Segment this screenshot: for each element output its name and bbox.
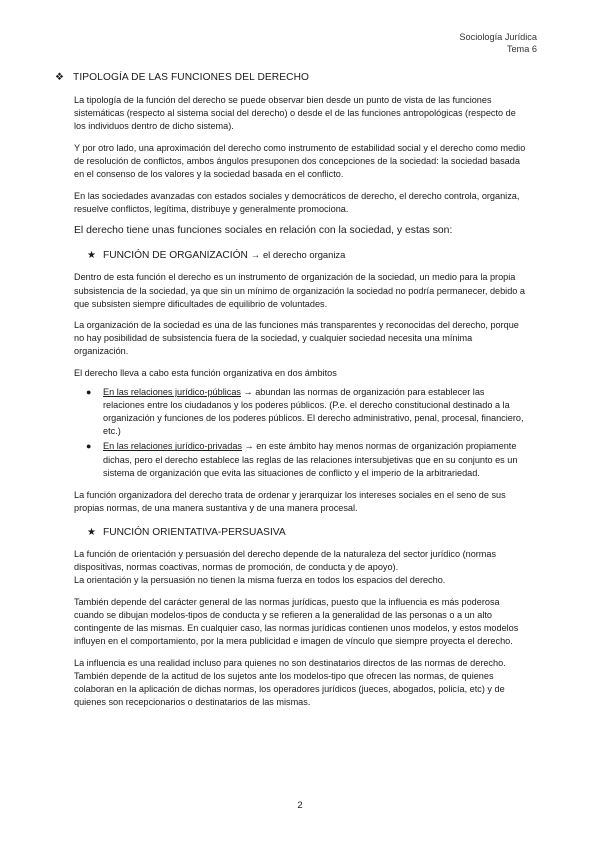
organizacion-paragraph-2: La organización de la sociedad es una de las funciones más transparentes y reconocidas del derecho, porque no hay posibilidad de subsistencia fuera de la sociedad, y cualquier sociedad necesita una mínima organización.: [74, 320, 519, 357]
page-title-text: TIPOLOGÍA DE LAS FUNCIONES DEL DERECHO: [73, 72, 310, 83]
section-heading-orientativa: [87, 526, 526, 539]
orientativa-paragraph-1b: La orientación y la persuasión no tienen la misma fuerza en todos los espacios del derecho.: [74, 575, 446, 586]
organizacion-paragraph-1: Dentro de esta función el derecho es un instrumento de organización de la sociedad, un medio para la propia subsistencia de la sociedad, ya que sin un mínimo de organización la sociedad no podría permanecer, debido a que subsisten siempre dificultades de equilibrio de voluntades.: [74, 272, 525, 309]
orientativa-paragraph-2: También depende del carácter general de las normas jurídicas, puesto que la influencia es más poderosa cuando se dibujan modelos-tipos de conducta y se refieren a la generalidad de las personas o a un alto contingente de las mismas. En cualquier caso, las normas jurídicas contienen unos modelos, y estos modelos influyen en el comportamiento, por la mera publicidad e imagen de vínculo que siempre proyecta el derecho.: [74, 596, 519, 647]
section-title: FUNCIÓN DE ORGANIZACIÓN: [103, 250, 248, 262]
list-item: [74, 386, 526, 438]
intro-paragraph-1: La tipología de la función del derecho se puede observar bien desde un punto de vista de las funciones sistemáticas (respecto al sistema social del derecho) o desde el de las funciones antropológicas (respecto de los individuos dentro de dicho sistema).: [74, 95, 516, 132]
organizacion-closing: La función organizadora del derecho trata de ordenar y jerarquizar los intereses sociales en el seno de sus propias normas, de una manera sustantiva y de una manera procesal.: [74, 489, 506, 513]
lead-paragraph: El derecho tiene unas funciones sociales en relación con la sociedad, y estas son:: [74, 225, 453, 237]
arrow-icon: →: [250, 249, 261, 261]
list-item-text: en este ámbito hay menos normas de organización propiamente dichas, pero el derecho establece las reglas de las relaciones intersubjetivas que en su conjunto es un sistema de organización que evita las situaciones de conflicto y el imperio de la arbitrariedad.: [103, 441, 518, 478]
page-number: 2: [297, 800, 303, 811]
orientativa-paragraph-1: [74, 548, 526, 587]
diamond-bullet-icon: ❖: [55, 72, 65, 83]
list-item: [74, 440, 526, 479]
running-header: [459, 31, 537, 55]
list-item-term: En las relaciones jurídico-públicas: [103, 387, 241, 398]
document-body: [74, 94, 526, 718]
list-item-text: abundan las normas de organización para establecer las relaciones entre los ciudadanos y los poderes públicos. (P.e. el derecho constitucional destinado a la organización y funciones de los poderes públicos. El derecho administrativo, penal, procesal, financiero, etc.): [103, 387, 524, 437]
organizacion-paragraph-3: El derecho lleva a cabo esta función organizativa en dos ámbitos: [74, 368, 337, 378]
list-item-term: En las relaciones jurídico-privadas: [103, 441, 242, 452]
round-bullet-icon: ●: [86, 387, 92, 398]
star-bullet-icon: ★: [87, 250, 97, 262]
section-subtitle: el derecho organiza: [262, 249, 346, 261]
intro-paragraph-2: Y por otro lado, una aproximación del derecho como instrumento de estabilidad social y el derecho como medio de resolución de conflictos, ambos ángulos presuponen dos concepciones de la sociedad: la sociedad basada en el consenso de los valores y la sociedad basada en el conflicto.: [74, 142, 526, 179]
header-course: Sociología Jurídica: [459, 32, 537, 42]
round-bullet-icon: ●: [86, 441, 92, 452]
section-heading-organizacion: [87, 248, 526, 262]
ambitos-list: [74, 386, 526, 480]
header-topic: Tema 6: [506, 44, 537, 54]
intro-paragraph-3: En las sociedades avanzadas con estados sociales y democráticos de derecho, el derecho controla, organiza, resuelve conflictos, legítima, distribuye y generalmente promociona.: [74, 190, 520, 214]
orientativa-paragraph-1a: La función de orientación y persuasión del derecho depende de la naturaleza del sector jurídico (normas dispositivas, normas coactivas, normas de promoción, de conducta y de apoyo).: [74, 549, 497, 573]
orientativa-paragraph-3: La influencia es una realidad incluso para quienes no son destinatarios directos de las normas de derecho. También depende de la actitud de los sujetos ante los modelos-tipo que ofrecen las normas, de quienes colaboran en la aplicación de dichas normas, los operadores jurídicos (jueces, abogados, policía, etc) y de quienes son recepcionarios o destinatarios de las mismas.: [74, 657, 506, 707]
page-title: [55, 72, 309, 83]
star-bullet-icon: ★: [87, 526, 97, 538]
section-title: FUNCIÓN ORIENTATIVA-PERSUASIVA: [103, 526, 286, 538]
arrow-icon: →: [243, 387, 253, 398]
arrow-icon: →: [244, 441, 254, 452]
